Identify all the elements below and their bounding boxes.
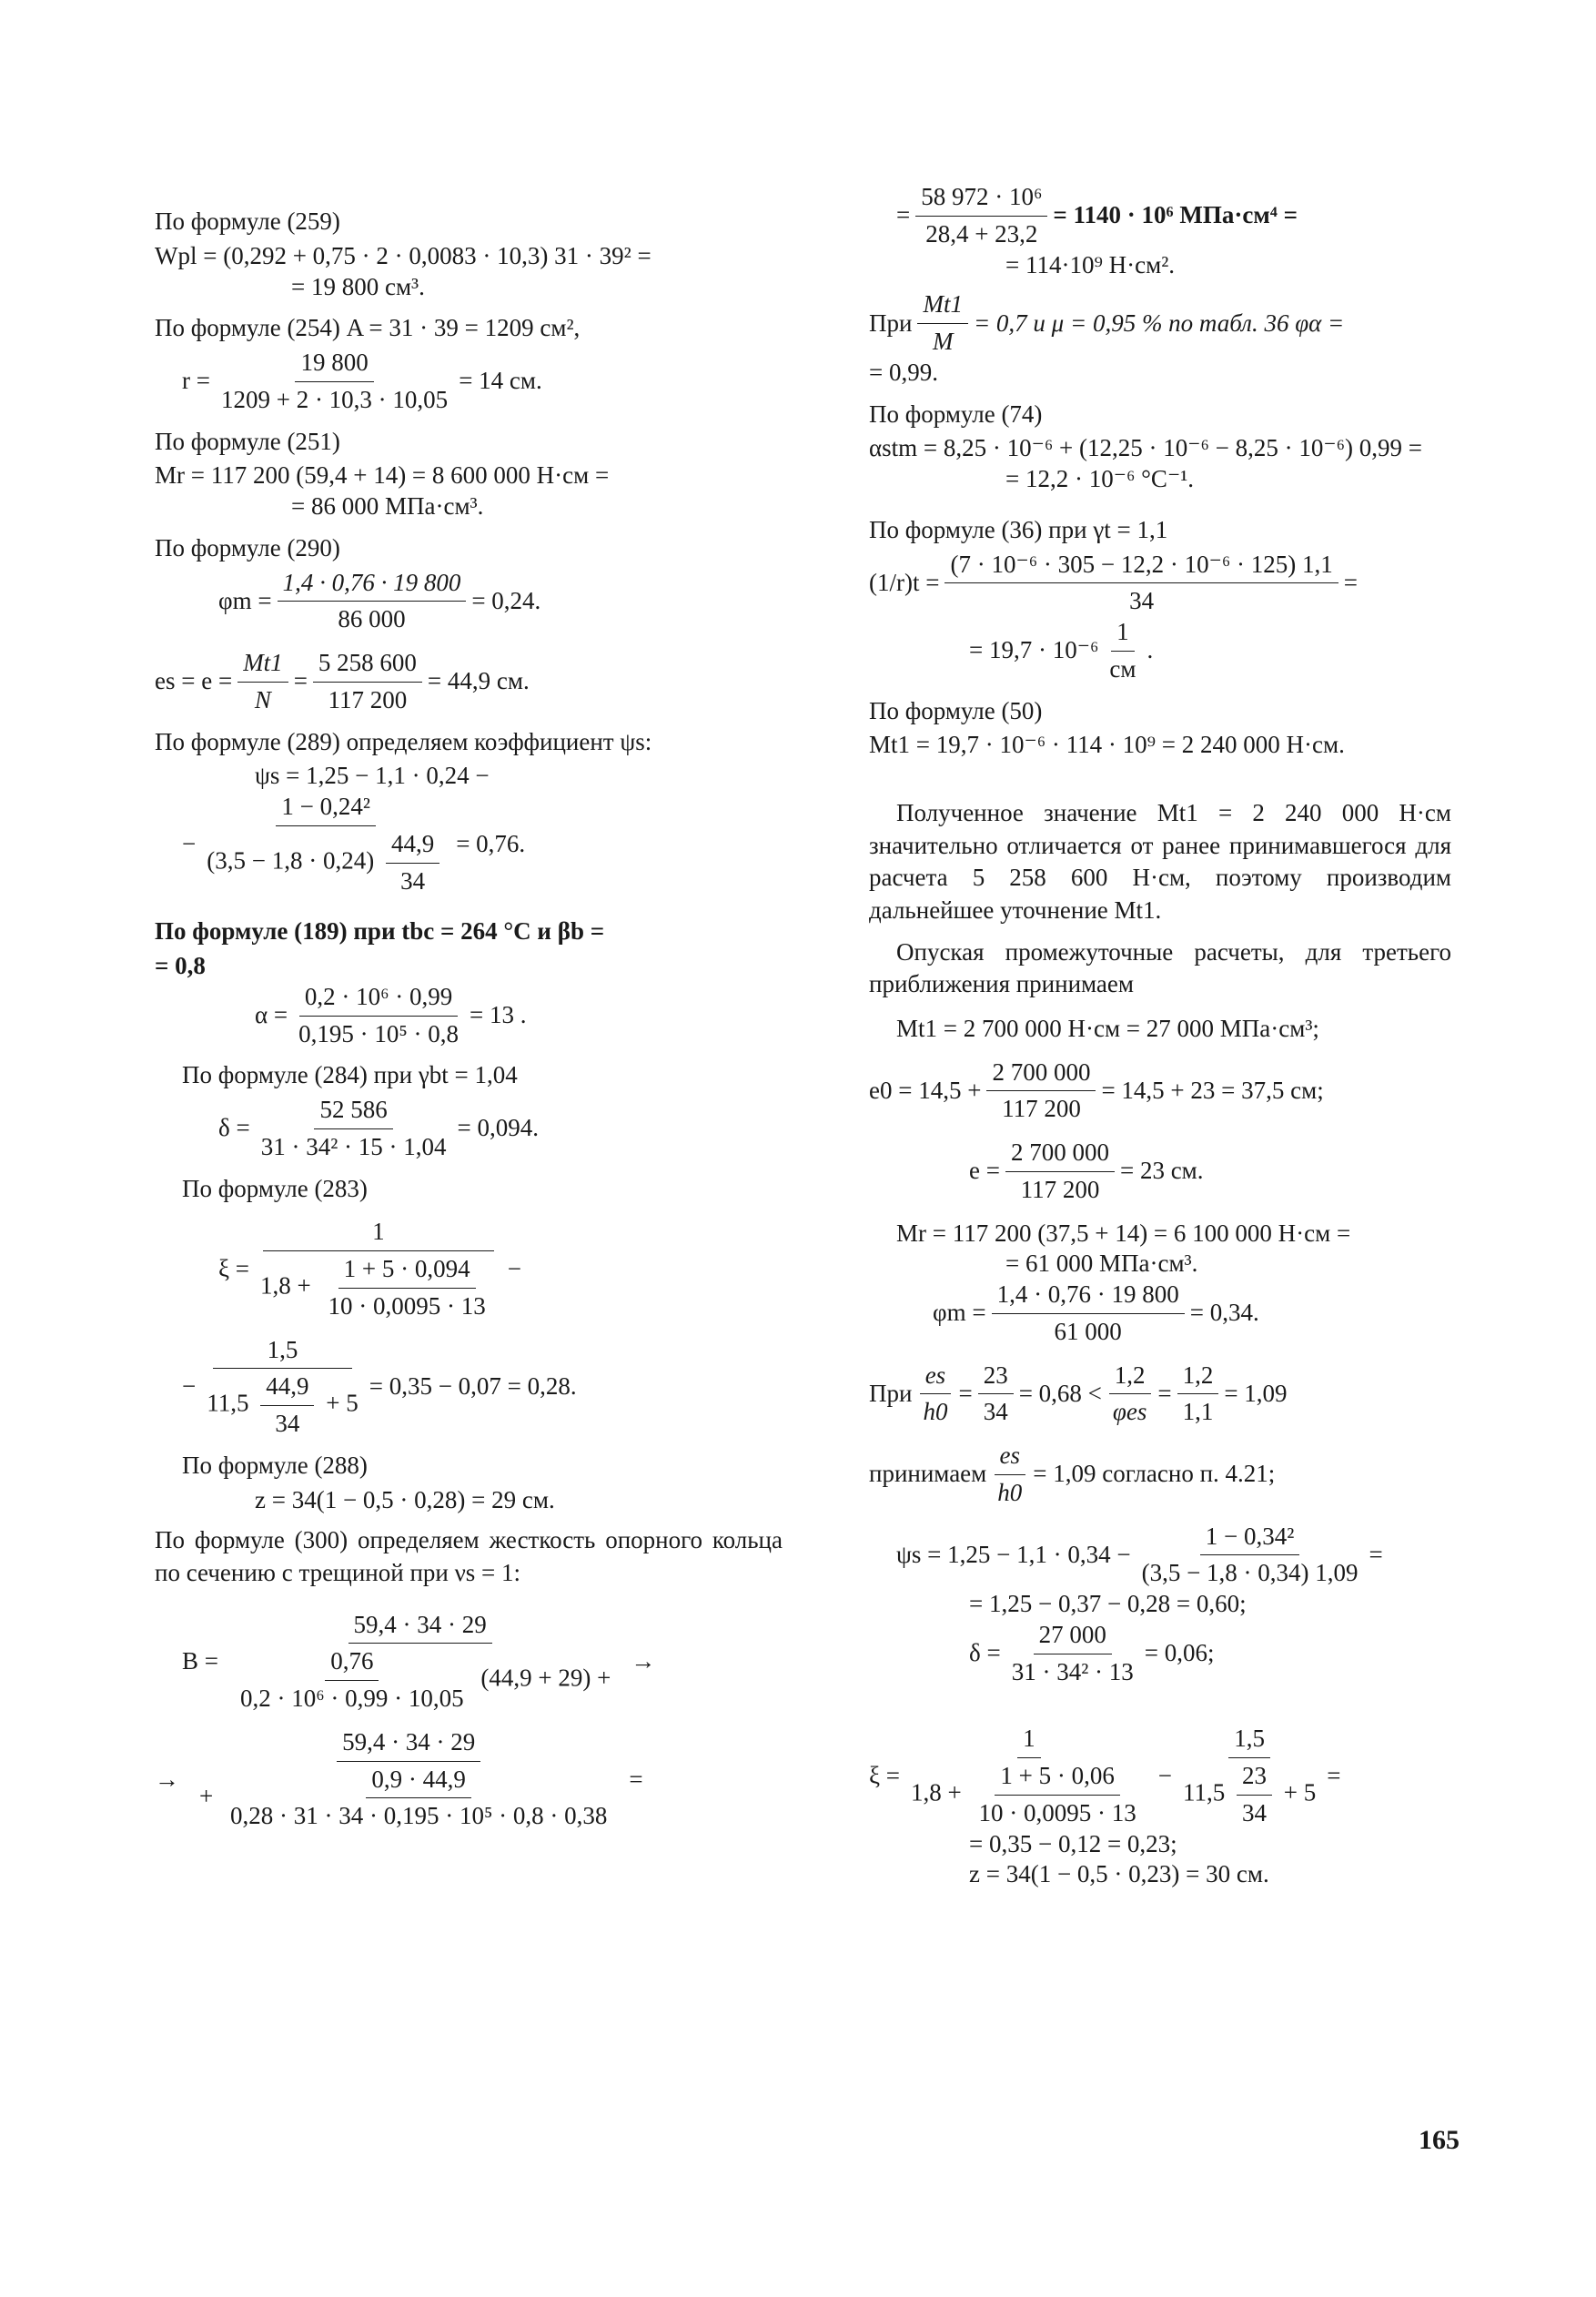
denominator-part: (3,5 − 1,8 · 0,24): [207, 846, 375, 875]
numerator: 27 000: [1034, 1620, 1112, 1654]
rhs: = 14 см.: [459, 367, 542, 395]
equation-mr-third: Mr = 117 200 (37,5 + 14) = 6 100 000 Н·см =: [896, 1219, 1351, 1247]
fraction: [978, 1361, 1014, 1429]
text: =: [1157, 1379, 1172, 1407]
denominator-part: 11,5: [1182, 1778, 1226, 1806]
denominator: 34: [983, 1398, 1008, 1426]
denominator-part: +: [199, 1781, 214, 1809]
equation-xi: [155, 1217, 783, 1321]
lhs: δ =: [218, 1114, 250, 1142]
nested-fraction: [386, 829, 439, 897]
equation-b-final: = 114·10⁹ Н·см².: [1005, 250, 1176, 278]
numerator: 1 − 0,34²: [1200, 1522, 1300, 1556]
denominator: 0,195 · 10⁵ · 0,8: [298, 1019, 460, 1047]
equation-b: [155, 1610, 783, 1715]
numerator: 1,4 · 0,76 · 19 800: [992, 1280, 1185, 1314]
equation-alpha-stm: αstm = 8,25 · 10⁻⁶ + (12,25 · 10⁻⁶ − 8,25 · 10⁻⁶) 0,99 =: [869, 434, 1423, 462]
paragraph: По формуле (300) определяем жесткость опорного кольца по сечению с трещиной при νs = 1:: [155, 1526, 783, 1586]
text: = 0,68 <: [1018, 1379, 1102, 1407]
fraction: [201, 1335, 363, 1440]
denominator: 1209 + 2 · 10,3 · 10,05: [220, 385, 449, 413]
denominator: 0,28 · 31 · 34 · 0,195 · 10⁵ · 0,8 · 0,38: [229, 1802, 608, 1830]
numerator: 1: [1017, 1724, 1041, 1758]
numerator: 44,9: [260, 1371, 314, 1406]
fraction: [992, 1280, 1185, 1348]
equation-phi-alpha: = 0,99.: [869, 358, 938, 386]
rhs: −: [507, 1255, 521, 1282]
equation-z-third: z = 34(1 − 0,5 · 0,23) = 30 см.: [969, 1860, 1269, 1888]
lhs: =: [896, 201, 911, 229]
fraction: [237, 648, 288, 716]
rhs: = 0,24.: [471, 586, 541, 614]
formula-ref: По формуле (259): [155, 207, 340, 235]
fraction: [1104, 617, 1141, 685]
rhs: = 0,094.: [457, 1114, 540, 1142]
equation-xi-cont: [155, 1335, 783, 1440]
denominator: (3,5 − 1,8 · 0,34) 1,09: [1141, 1559, 1359, 1587]
denominator: 61 000: [1054, 1317, 1122, 1345]
fraction: [293, 982, 464, 1050]
paragraph: Опуская промежуточные расчеты, для третьего приближения принимаем: [869, 937, 1451, 998]
numerator: 0,9 · 44,9: [366, 1765, 471, 1799]
denominator: 31 · 34² · 15 · 1,04: [260, 1132, 447, 1160]
lhs: ξ =: [869, 1762, 901, 1789]
nested-fraction: [225, 1765, 612, 1833]
fraction: [1006, 1620, 1139, 1688]
rhs: = 23 см.: [1119, 1157, 1204, 1185]
fraction: [224, 1610, 616, 1715]
formula-ref: По формуле (189) при tbc = 264 °C и βb =: [155, 917, 605, 946]
text: −: [1157, 1762, 1172, 1789]
denominator: [255, 1251, 502, 1322]
denominator: [224, 1644, 616, 1715]
rhs: = 44,9 см.: [427, 667, 530, 695]
formula-ref: По формуле (36) при γt = 1,1: [869, 515, 1168, 543]
numerator: Mt1: [917, 289, 968, 324]
nested-fraction: [1237, 1761, 1272, 1829]
rhs: = 14,5 + 23 = 37,5 см;: [1101, 1076, 1324, 1104]
text: При: [869, 1379, 913, 1407]
lhs: α =: [255, 1001, 288, 1029]
text: = 1,09 согласно п. 4.21;: [1033, 1460, 1276, 1488]
denominator: [201, 1369, 363, 1440]
lhs: δ =: [969, 1639, 1001, 1667]
fraction: [194, 1727, 623, 1832]
denominator: 10 · 0,0095 · 13: [328, 1291, 486, 1320]
numerator: 1 + 5 · 0,06: [995, 1761, 1119, 1796]
fraction: [313, 648, 422, 716]
condition-es-h0: [869, 1361, 1451, 1429]
numerator: 1: [263, 1217, 494, 1251]
denominator: 1,1: [1182, 1398, 1214, 1426]
fraction: [1107, 1361, 1152, 1429]
equation-xi-third-result: = 0,35 − 0,12 = 0,23;: [969, 1829, 1177, 1857]
denominator: 34: [1129, 587, 1155, 615]
rhs: =: [1327, 1762, 1341, 1789]
equation-mt1: Mt1 = 19,7 · 10⁻⁶ · 114 · 10⁹ = 2 240 000 Н·см.: [869, 731, 1345, 759]
denominator: [905, 1758, 1153, 1829]
nested-fraction: [323, 1254, 491, 1322]
left-column: [155, 196, 783, 1832]
paragraph: Полученное значение Mt1 = 2 240 000 Н·см значительно отличается от ранее принимавшегося для расчета 5 258 600 Н·см, поэтому производим дальнейшее уточнение Mt1.: [869, 799, 1451, 924]
equation-psi-s-third: [869, 1522, 1451, 1590]
lhs: (1/r)t =: [869, 568, 940, 596]
rhs: = 13 .: [470, 1001, 527, 1029]
denominator-part: (44,9 + 29) +: [480, 1664, 611, 1692]
fraction: [216, 348, 453, 416]
fraction: [944, 550, 1338, 618]
denominator: 86 000: [338, 605, 406, 633]
lhs: ξ =: [218, 1255, 250, 1282]
numerator: 5 258 600: [313, 648, 422, 683]
equation-wpl-result: = 19 800 см³.: [291, 272, 425, 300]
denominator-part: 1,8 +: [260, 1271, 311, 1300]
denominator: N: [254, 685, 271, 713]
equals: =: [293, 667, 308, 695]
numerator: 19 800: [295, 348, 373, 382]
fraction: [201, 792, 450, 896]
numerator: 1,2: [1109, 1361, 1151, 1395]
arrow-right-icon: →: [631, 1647, 656, 1675]
numerator: 59,4 · 34 · 29: [348, 1610, 492, 1644]
denominator-part: 1,8 +: [911, 1778, 962, 1806]
rhs: = 0,34.: [1189, 1299, 1259, 1327]
fraction: [255, 1217, 502, 1321]
numerator: 1,5: [213, 1335, 353, 1370]
fraction: [1136, 1522, 1364, 1590]
denominator: 117 200: [328, 685, 408, 713]
denominator: 10 · 0,0095 · 13: [978, 1798, 1136, 1826]
fraction: [915, 182, 1047, 250]
numerator: 44,9: [386, 829, 439, 864]
lhs: −: [182, 829, 197, 857]
equation-r: [155, 348, 783, 416]
formula-ref: По формуле (74): [869, 400, 1043, 428]
text: принимаем: [869, 1460, 987, 1488]
right-column: [869, 182, 1451, 1890]
numerator: 1,5: [1228, 1724, 1270, 1758]
equation-e0: [869, 1057, 1451, 1126]
equation-mr: Mr = 117 200 (59,4 + 14) = 8 600 000 Н·см =: [155, 461, 610, 490]
equation-z: z = 34(1 − 0,5 · 0,28) = 29 см.: [255, 1485, 555, 1513]
lhs: ψs = 1,25 − 1,1 · 0,34 −: [896, 1540, 1131, 1568]
lhs: −: [182, 1372, 197, 1401]
fraction: [278, 568, 467, 636]
lhs: e =: [969, 1157, 1000, 1185]
formula-ref: По формуле (284) при γbt = 1,04: [182, 1061, 518, 1089]
fraction: [256, 1095, 452, 1163]
equation-phi-m-third: [869, 1280, 1451, 1348]
numerator: 1 − 0,24²: [276, 792, 376, 826]
denominator: M: [932, 328, 954, 355]
equation-psi-s-cont: [155, 792, 783, 896]
denominator-part: + 5: [326, 1389, 359, 1417]
numerator: es: [995, 1441, 1026, 1475]
numerator: Mt1: [237, 648, 288, 683]
denominator: 117 200: [1002, 1095, 1081, 1123]
text: .: [1146, 636, 1154, 664]
text: При: [869, 309, 913, 337]
denominator: 31 · 34² · 13: [1011, 1657, 1134, 1685]
equation-delta: [155, 1095, 783, 1163]
arrow-right-icon: →: [155, 1765, 179, 1793]
lhs: φm =: [933, 1299, 986, 1327]
equation-delta-third: [869, 1620, 1451, 1688]
text: = 19,7 · 10⁻⁶: [969, 636, 1099, 664]
lhs: φm =: [218, 586, 272, 614]
denominator: 0,2 · 10⁶ · 0,99 · 10,05: [240, 1685, 464, 1712]
nested-fraction: [260, 1371, 314, 1440]
fraction: [1177, 1361, 1219, 1429]
denominator: 34: [400, 866, 426, 895]
fraction: [917, 289, 968, 358]
equation-beta: = 0,8: [155, 952, 206, 979]
text: = 0,7 и μ = 0,95 % по табл. 36 φα =: [973, 309, 1345, 337]
fraction: [1005, 1138, 1115, 1206]
equation-curvature: [869, 550, 1451, 618]
denominator: [194, 1762, 623, 1833]
formula-ref: По формуле (254) A = 31 · 39 = 1209 см²,: [155, 314, 581, 342]
numerator: es: [920, 1361, 952, 1395]
condition-line: [869, 289, 1451, 358]
denominator: h0: [923, 1398, 948, 1426]
equation-curvature-result: [869, 617, 1451, 685]
equation-e: [869, 1138, 1451, 1206]
rhs: =: [629, 1765, 643, 1793]
lhs: e0 = 14,5 +: [869, 1076, 982, 1104]
fraction: [917, 1361, 953, 1429]
denominator: 117 200: [1020, 1175, 1100, 1203]
numerator: 0,2 · 10⁶ · 0,99: [299, 982, 458, 1017]
equation-es: [155, 648, 783, 716]
equation-mr-third-result: = 61 000 МПа·см³.: [1005, 1250, 1198, 1278]
numerator: 1,2: [1177, 1361, 1219, 1395]
numerator: 1: [1111, 617, 1135, 652]
fraction: [992, 1441, 1027, 1509]
accept-es-h0: [869, 1441, 1451, 1509]
formula-ref: По формуле (50): [869, 696, 1043, 724]
numerator: 2 700 000: [1005, 1138, 1115, 1172]
numerator: 23: [978, 1361, 1014, 1395]
equation-alpha: [155, 982, 783, 1050]
text: =: [958, 1379, 973, 1407]
nested-fraction: [235, 1646, 470, 1715]
formula-ref: По формуле (289) определяем коэффициент ψs:: [155, 727, 652, 755]
denominator: [201, 826, 450, 897]
formula-ref: По формуле (288): [182, 1451, 368, 1479]
denominator-part: + 5: [1283, 1778, 1317, 1806]
equation-mr-result: = 86 000 МПа·см³.: [291, 492, 484, 520]
numerator: 1,4 · 0,76 · 19 800: [278, 568, 467, 602]
fraction: [905, 1724, 1153, 1828]
fraction: [986, 1057, 1096, 1126]
numerator: 0,76: [325, 1646, 379, 1681]
equation-mt1-third: Mt1 = 2 700 000 Н·см = 27 000 МПа·см³;: [896, 1014, 1319, 1042]
equation-phi-m: [155, 568, 783, 636]
numerator: 59,4 · 34 · 29: [337, 1727, 480, 1762]
rhs: = 1140 · 10⁶ МПа·см⁴ =: [1053, 201, 1298, 229]
denominator: 28,4 + 23,2: [925, 219, 1038, 248]
equation-wpl: Wpl = (0,292 + 0,75 · 2 · 0,0083 · 10,3) 31 · 39² =: [155, 241, 652, 269]
rhs: = 0,35 − 0,07 = 0,28.: [369, 1372, 577, 1401]
numerator: (7 · 10⁻⁶ · 305 − 12,2 · 10⁻⁶ · 125) 1,1: [944, 550, 1338, 584]
equation-xi-third: [869, 1724, 1451, 1828]
nested-fraction: [974, 1761, 1142, 1829]
equation-b-cont: [155, 1727, 783, 1832]
formula-ref: По формуле (290): [155, 533, 340, 562]
rhs: =: [1369, 1540, 1383, 1568]
denominator: 34: [275, 1410, 300, 1437]
denominator: 34: [1241, 1798, 1267, 1826]
text: = 1,09: [1224, 1379, 1288, 1407]
denominator: [1177, 1758, 1321, 1829]
lhs: r =: [182, 367, 210, 395]
numerator: 52 586: [314, 1095, 392, 1129]
denominator: см: [1109, 654, 1136, 683]
formula-ref: По формуле (283): [182, 1174, 368, 1202]
rhs: = 0,06;: [1144, 1639, 1215, 1667]
rhs: = 0,76.: [456, 829, 526, 857]
denominator-part: 11,5: [207, 1389, 249, 1417]
page-number: 165: [1419, 2125, 1460, 2155]
denominator: φes: [1112, 1398, 1147, 1426]
denominator: h0: [997, 1478, 1023, 1506]
rhs: =: [1343, 568, 1358, 596]
equation-psi-s: ψs = 1,25 − 1,1 · 0,24 −: [255, 762, 490, 790]
numerator: 23: [1237, 1761, 1272, 1796]
numerator: 2 700 000: [986, 1057, 1096, 1092]
formula-ref: По формуле (251): [155, 427, 340, 455]
numerator: 1 + 5 · 0,094: [338, 1254, 476, 1289]
equation-psi-s-third-result: = 1,25 − 0,37 − 0,28 = 0,60;: [969, 1590, 1247, 1617]
fraction: [1177, 1724, 1321, 1828]
lhs: es = e =: [155, 667, 233, 695]
equation-alpha-stm-result: = 12,2 · 10⁻⁶ °C⁻¹.: [1005, 465, 1195, 492]
numerator: 58 972 · 10⁶: [915, 182, 1047, 217]
equation-b-result: [869, 182, 1451, 250]
lhs: B =: [182, 1647, 218, 1675]
